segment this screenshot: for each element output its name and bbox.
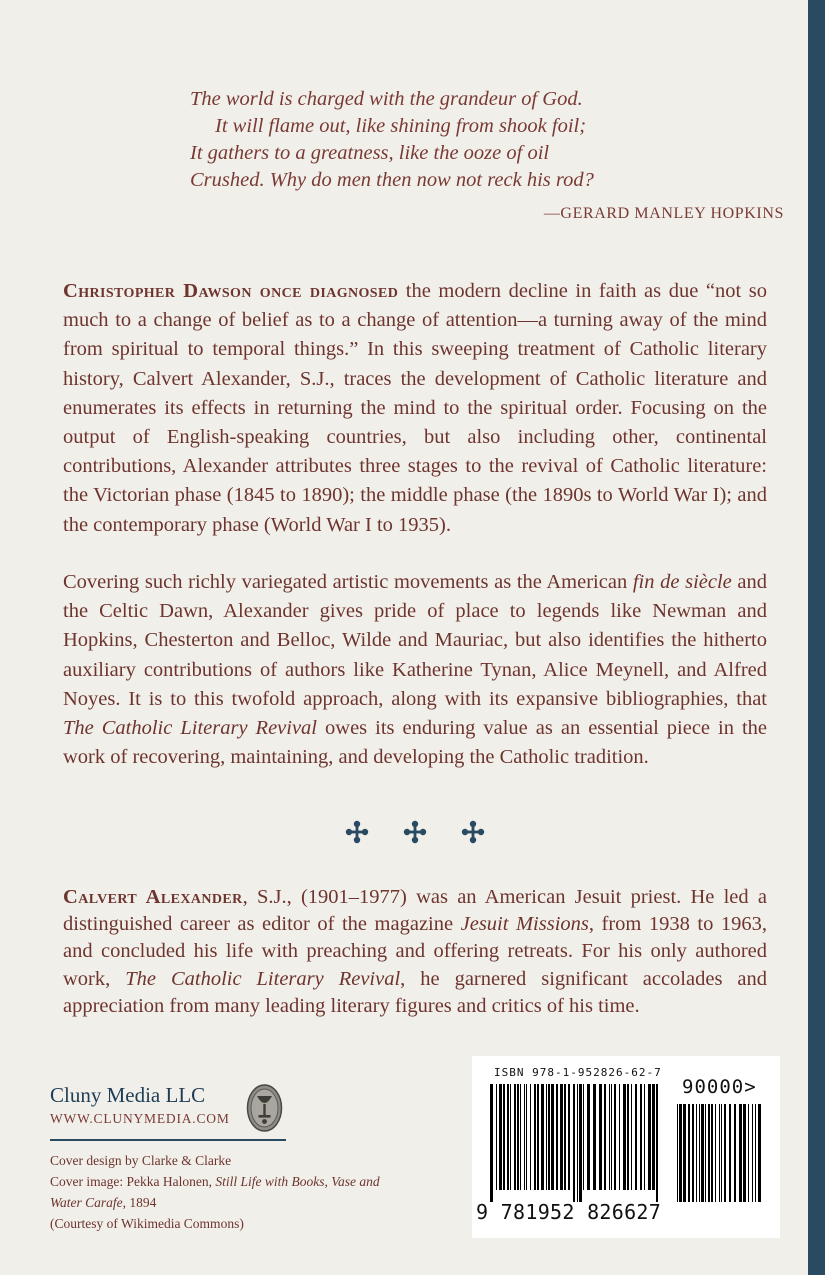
- barcode-bar: [715, 1104, 716, 1202]
- barcode-bar: [517, 1084, 519, 1190]
- poem-line: It will flame out, like shining from shook foil;: [215, 115, 587, 137]
- poem-line: It gathers to a greatness, like the ooze of oil: [190, 142, 550, 164]
- image-credit-text: Cover image: Pekka Halonen,: [50, 1174, 216, 1189]
- barcode-bar: [623, 1084, 626, 1190]
- publisher-divider: [50, 1139, 286, 1141]
- barcode-bar: [677, 1104, 678, 1202]
- barcode-bar: [568, 1084, 570, 1190]
- barcode-bar: [611, 1084, 612, 1190]
- barcode-bar: [526, 1084, 527, 1190]
- author-name: Calvert Alexander: [63, 886, 243, 908]
- barcode-bar: [514, 1084, 516, 1190]
- barcode-bar: [734, 1104, 736, 1202]
- barcode-bar: [579, 1084, 582, 1202]
- price-code: 90000>: [682, 1076, 757, 1098]
- barcode-bar: [688, 1104, 690, 1202]
- design-credit: Cover design by Clarke & Clarke: [50, 1153, 232, 1168]
- bio-text: , from 1938 to 1963, and concluded his life with preaching and offering retreats. For his only authored work,: [63, 913, 768, 990]
- italic-term: fin de siècle: [632, 571, 732, 593]
- barcode-bar: [748, 1104, 749, 1202]
- barcode-bar: [696, 1104, 697, 1202]
- barcode-bar: [546, 1084, 547, 1190]
- barcode-bar: [560, 1084, 563, 1190]
- barcode-bar: [711, 1104, 713, 1202]
- barcode-bar: [648, 1084, 651, 1190]
- author-bio: [63, 884, 767, 1020]
- barcode-bar: [692, 1104, 694, 1202]
- barcode-bar: [724, 1104, 726, 1202]
- barcode-bar: [510, 1084, 511, 1190]
- ean-barcode: [490, 1084, 668, 1202]
- barcode-panel: [472, 1056, 780, 1238]
- cross-fleuron-icon: [403, 820, 427, 844]
- barcode-bar: [564, 1084, 566, 1190]
- epigraph-attribution: —GERARD MANLEY HOPKINS: [543, 205, 784, 222]
- barcode-bar: [739, 1104, 742, 1202]
- paragraph-text: Covering such richly variegated artistic movements as the American: [63, 571, 633, 593]
- epigraph-poem: [190, 86, 790, 194]
- barcode-bar: [534, 1084, 536, 1190]
- barcode-bar: [705, 1104, 706, 1202]
- barcode-bar: [490, 1084, 493, 1202]
- lead-in-text: Christopher Dawson once diagnosed: [63, 280, 399, 302]
- barcode-bar: [599, 1084, 602, 1190]
- barcode-bar: [708, 1104, 710, 1202]
- cross-fleuron-icon: [461, 820, 485, 844]
- bio-text: , he garnered significant accolades and appreciation from many leading literary figures and critics of his time.: [63, 967, 767, 1017]
- barcode-bar: [573, 1084, 575, 1202]
- barcode-bar: [627, 1084, 629, 1190]
- barcode-bar: [721, 1104, 722, 1202]
- barcode-bar: [583, 1084, 584, 1190]
- barcode-bar: [520, 1084, 521, 1190]
- image-credit: [50, 1171, 380, 1213]
- courtesy-credit: (Courtesy of Wikimedia Commons): [50, 1216, 244, 1231]
- barcode-bar: [758, 1104, 761, 1202]
- barcode-bar: [551, 1084, 554, 1190]
- magazine-title: Jesuit Missions: [460, 913, 589, 936]
- barcode-bar: [556, 1084, 558, 1190]
- image-credit-year: , 1894: [122, 1195, 157, 1210]
- painting-title: Still Life with Books, Vase and Water Carafe: [50, 1174, 380, 1210]
- publisher-url: WWW.CLUNYMEDIA.COM: [50, 1111, 230, 1126]
- barcode-bar: [752, 1104, 753, 1202]
- barcode-bar: [604, 1084, 606, 1190]
- isbn-label: ISBN 978-1-952826-62-7: [494, 1066, 662, 1079]
- book-title: The Catholic Literary Revival: [63, 717, 318, 740]
- barcode-bar: [609, 1084, 610, 1190]
- paragraph-text: the modern decline in faith as due “not so much to a change of belief as to a change of attention—a turning away of the mind from spiritual to temporal things.” In this sweeping treatment of Catholic literary history, Calvert Alexander, S.J., traces the development of Catholic literature and enumerates its effects in returning the mind to the spiritual order. Focusing on the output of English-speaking countries, but also including other, continental contributions, Alexander attributes three stages to the revival of Catholic literature: the Victorian phase (1845 to 1890); the middle phase (the 1890s to World War I); and the contemporary phase (World War I to 1935).: [63, 280, 767, 536]
- poem-line: The world is charged with the grandeur of God.: [190, 88, 583, 110]
- barcode-bar: [631, 1084, 632, 1190]
- addon-barcode: [677, 1104, 763, 1202]
- barcode-bar: [577, 1084, 578, 1202]
- barcode-bar: [679, 1104, 682, 1202]
- publisher-name: Cluny Media LLC: [50, 1083, 206, 1107]
- barcode-bar: [524, 1084, 525, 1190]
- bio-text: , S.J., (1901–1977) was an American Jesuit priest. He led a distinguished career as editor of the magazine: [63, 886, 767, 936]
- barcode-bar: [640, 1084, 642, 1190]
- cover-credits: [50, 1150, 380, 1234]
- cross-fleuron-icon: [345, 820, 369, 844]
- description-paragraph-1: [63, 277, 767, 540]
- barcode-bar: [593, 1084, 596, 1190]
- barcode-bar: [619, 1084, 620, 1190]
- section-ornaments: [345, 820, 485, 844]
- barcode-bar: [644, 1084, 645, 1190]
- barcode-bar: [496, 1084, 497, 1190]
- barcode-bar: [652, 1084, 655, 1190]
- barcode-bar: [537, 1084, 539, 1190]
- barcode-bar: [587, 1084, 590, 1190]
- barcode-bar: [683, 1104, 686, 1202]
- barcode-bar: [719, 1104, 720, 1202]
- chalice-seal-icon: [246, 1084, 283, 1132]
- paragraph-text: and the Celtic Dawn, Alexander gives pride of place to legends like Newman and Hopkins, Chesterton and Belloc, Wilde and Mauriac, but also identifies the hitherto auxiliary contributions of authors like Katherine Tynan, Alice Meynell, and Alfred Noyes. It is to this twofold approach, along with its expansive bibliographies, that: [63, 571, 767, 710]
- barcode-bar: [656, 1084, 658, 1202]
- description-paragraph-2: [63, 568, 767, 772]
- paragraph-text: owes its enduring value as an essential piece in the work of recovering, maintaining, and developing the Catholic tradition.: [63, 717, 768, 769]
- spine-edge: [808, 0, 825, 1275]
- barcode-bar: [614, 1084, 616, 1190]
- ean-digits: 9 781952 826627: [476, 1200, 662, 1224]
- barcode-bar: [499, 1084, 502, 1190]
- barcode-bar: [701, 1104, 704, 1202]
- barcode-bar: [699, 1104, 700, 1202]
- barcode-bar: [530, 1084, 531, 1190]
- poem-line: Crushed. Why do men then now not reck his rod?: [190, 169, 594, 191]
- barcode-bar: [635, 1084, 637, 1190]
- barcode-bar: [729, 1104, 731, 1202]
- barcode-bar: [503, 1084, 505, 1190]
- barcode-bar: [755, 1104, 756, 1202]
- barcode-bar: [541, 1084, 544, 1190]
- barcode-bar: [507, 1084, 509, 1190]
- barcode-bar: [743, 1104, 746, 1202]
- book-title: The Catholic Literary Revival: [125, 967, 401, 990]
- barcode-bar: [548, 1084, 550, 1190]
